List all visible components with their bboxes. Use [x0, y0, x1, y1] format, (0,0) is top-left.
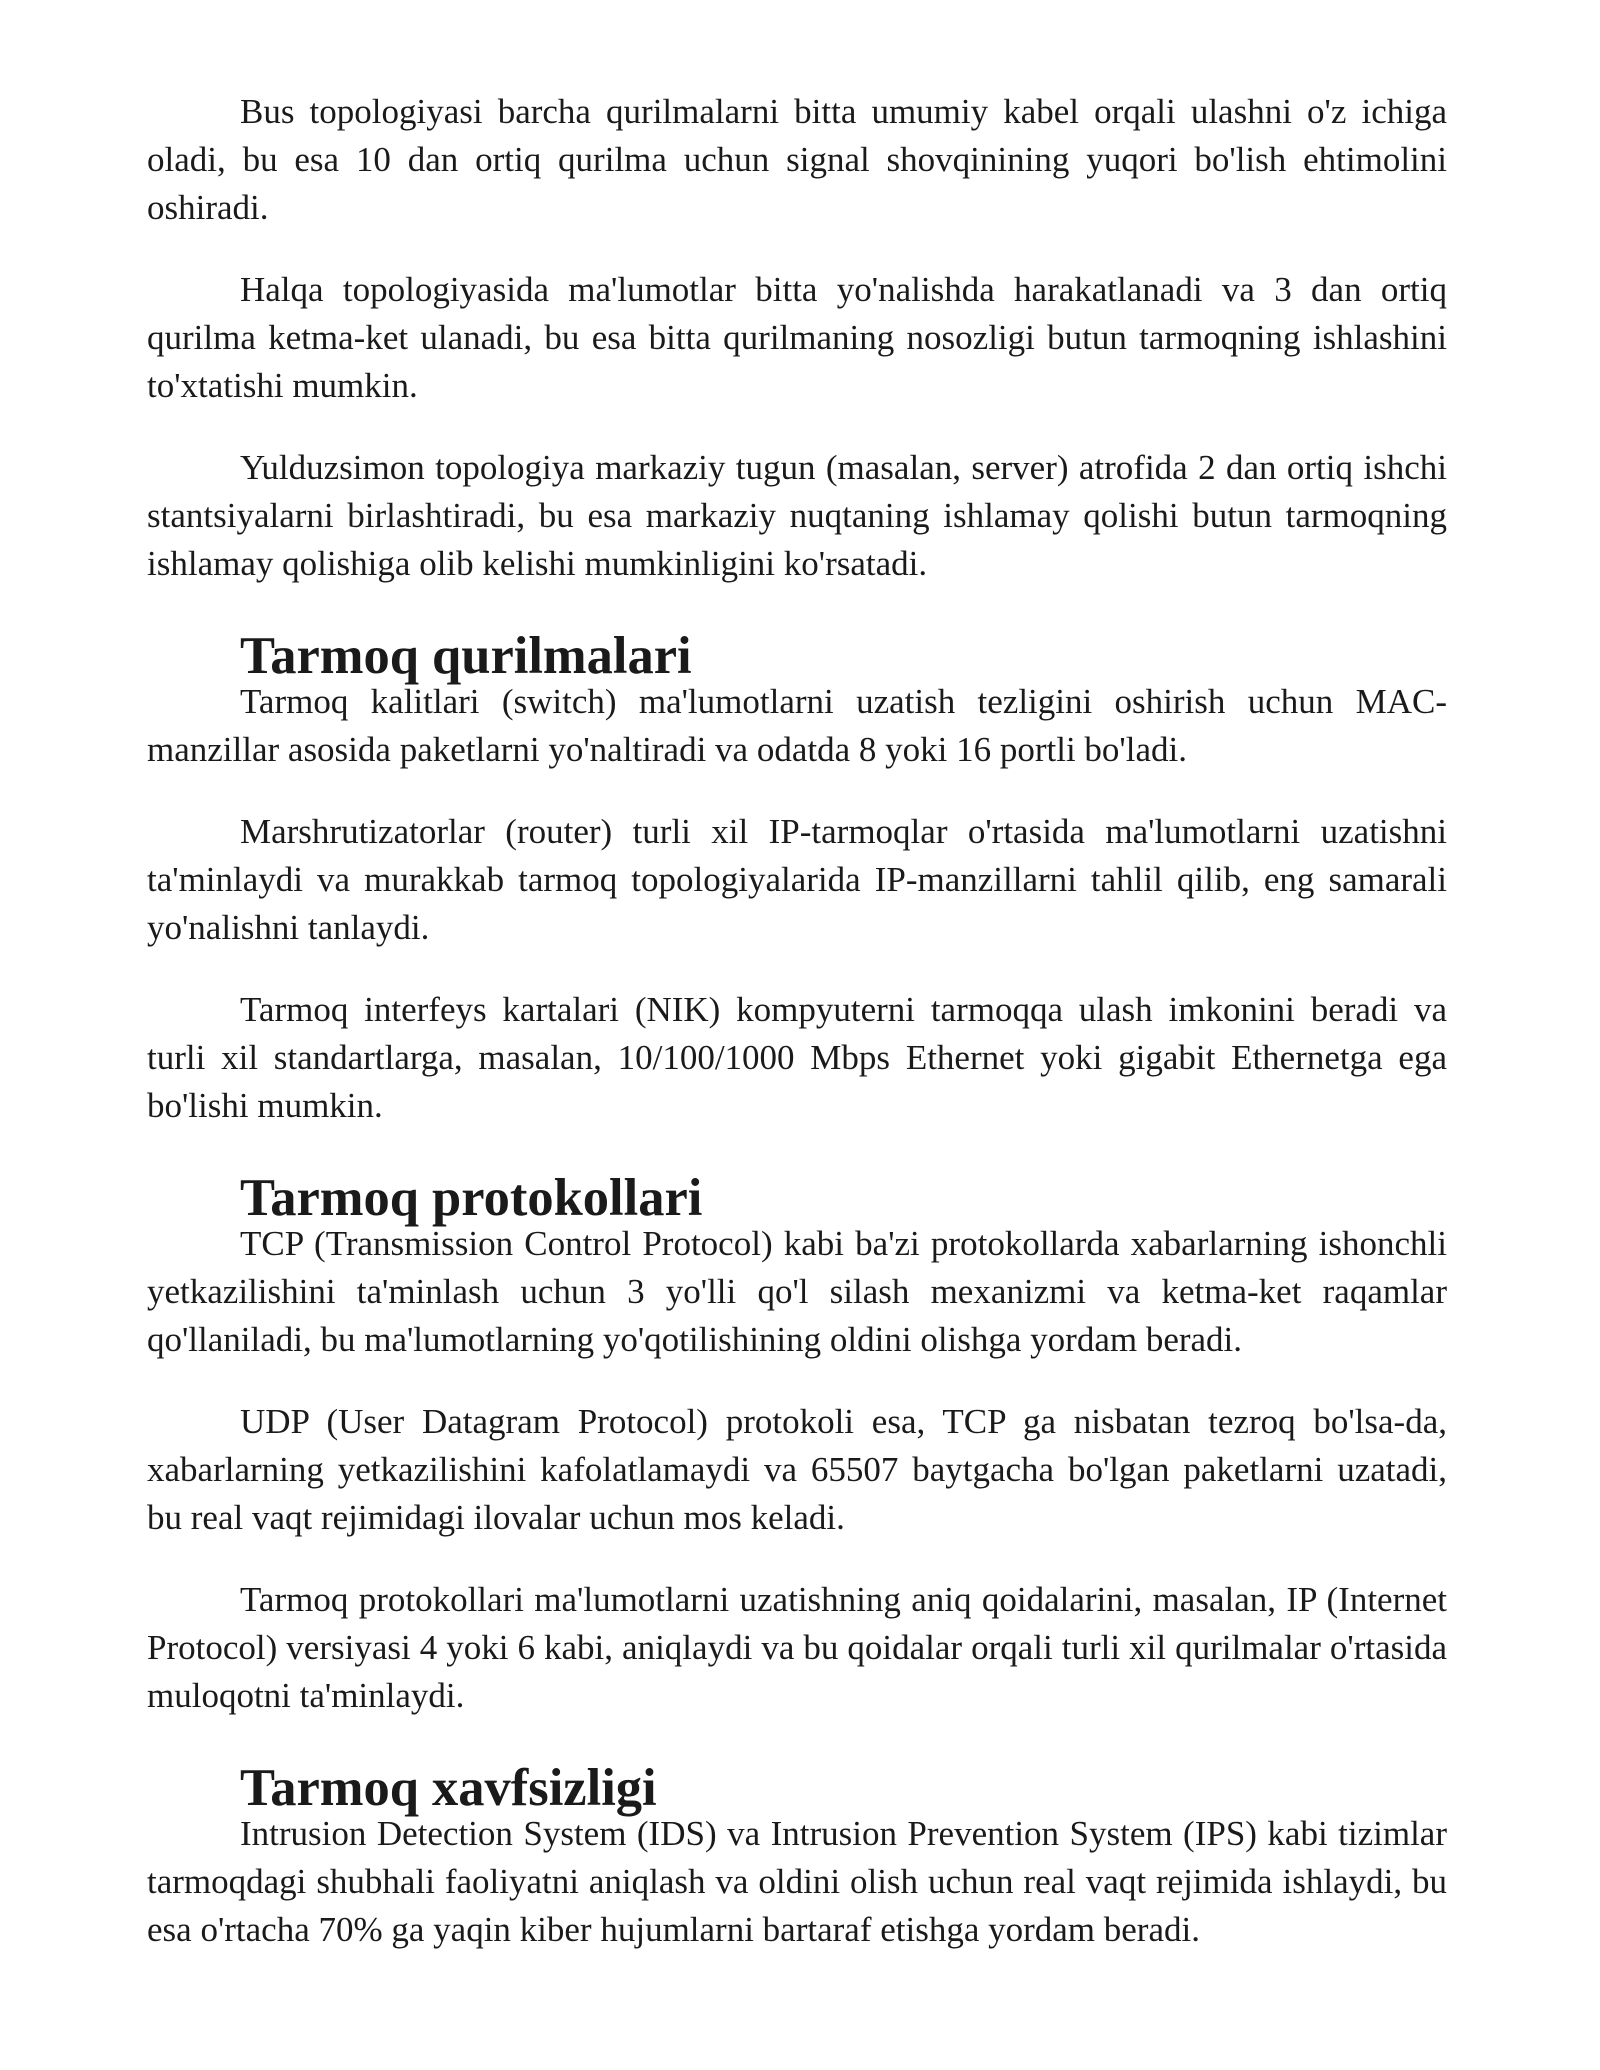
paragraph-star-topology: Yulduzsimon topologiya markaziy tugun (masalan, server) atrofida 2 dan ortiq ishchi stantsiyalarni birlashtiradi, bu esa markaziy nuqtaning ishlamay qolishi butun tarmoqning ishlamay qolishiga olib kelishi mumkinligini ko'rsatadi.	[147, 448, 1447, 583]
section-network-protocols	[147, 1169, 1447, 1720]
paragraph-nic: Tarmoq interfeys kartalari (NIK) kompyuterni tarmoqqa ulash imkonini beradi va turli xil standartlarga, masalan, 10/100/1000 Mbps Ethernet yoki gigabit Ethernetga ega bo'lishi mumkin.	[147, 990, 1447, 1125]
paragraph-ip: Tarmoq protokollari ma'lumotlarni uzatishning aniq qoidalarini, masalan, IP (Internet Protocol) versiyasi 4 yoki 6 kabi, aniqlaydi va bu qoidalar orqali turli xil qurilmalar o'rtasida muloqotni ta'minlaydi.	[147, 1580, 1447, 1715]
paragraph-tcp: TCP (Transmission Control Protocol) kabi ba'zi protokollarda xabarlarning ishonchli yetkazilishini ta'minlash uchun 3 yo'lli qo'l silash mexanizmi va ketma-ket raqamlar qo'llaniladi, bu ma'lumotlarning yo'qotilishining oldini olishga yordam beradi.	[147, 1224, 1447, 1359]
section-network-security	[147, 1759, 1447, 1954]
paragraph-udp: UDP (User Datagram Protocol) protokoli esa, TCP ga nisbatan tezroq bo'lsa-da, xabarlarning yetkazilishini kafolatlamaydi va 65507 baytgacha bo'lgan paketlarni uzatadi, bu real vaqt rejimidagi ilovalar uchun mos keladi.	[147, 1402, 1447, 1537]
section-network-devices	[147, 627, 1447, 1130]
paragraph-ids-ips: Intrusion Detection System (IDS) va Intrusion Prevention System (IPS) kabi tizimlar tarmoqdagi shubhali faoliyatni aniqlash va oldini olish uchun real vaqt rejimida ishlaydi, bu esa o'rtacha 70% ga yaqin kiber hujumlarni bartaraf etishga yordam beradi.	[147, 1814, 1447, 1949]
paragraph-bus-topology: Bus topologiyasi barcha qurilmalarni bitta umumiy kabel orqali ulashni o'z ichiga oladi, bu esa 10 dan ortiq qurilma uchun signal shovqinining yuqori bo'lish ehtimolini oshiradi.	[147, 92, 1447, 227]
document-page	[147, 88, 1447, 1988]
section-heading: Tarmoq qurilmalari	[240, 627, 692, 685]
paragraph-switch: Tarmoq kalitlari (switch) ma'lumotlarni uzatish tezligini oshirish uchun MAC-manzillar asosida paketlarni yo'naltiradi va odatda 8 yoki 16 portli bo'ladi.	[147, 682, 1447, 769]
paragraph-ring-topology: Halqa topologiyasida ma'lumotlar bitta yo'nalishda harakatlanadi va 3 dan ortiq qurilma ketma-ket ulanadi, bu esa bitta qurilmaning nosozligi butun tarmoqning ishlashini to'xtatishi mumkin.	[147, 270, 1447, 405]
paragraph-router: Marshrutizatorlar (router) turli xil IP-tarmoqlar o'rtasida ma'lumotlarni uzatishni ta'minlaydi va murakkab tarmoq topologiyalarida IP-manzillarni tahlil qilib, eng samarali yo'nalishni tanlaydi.	[147, 812, 1447, 947]
section-heading: Tarmoq protokollari	[240, 1169, 703, 1227]
section-heading: Tarmoq xavfsizligi	[240, 1759, 657, 1817]
